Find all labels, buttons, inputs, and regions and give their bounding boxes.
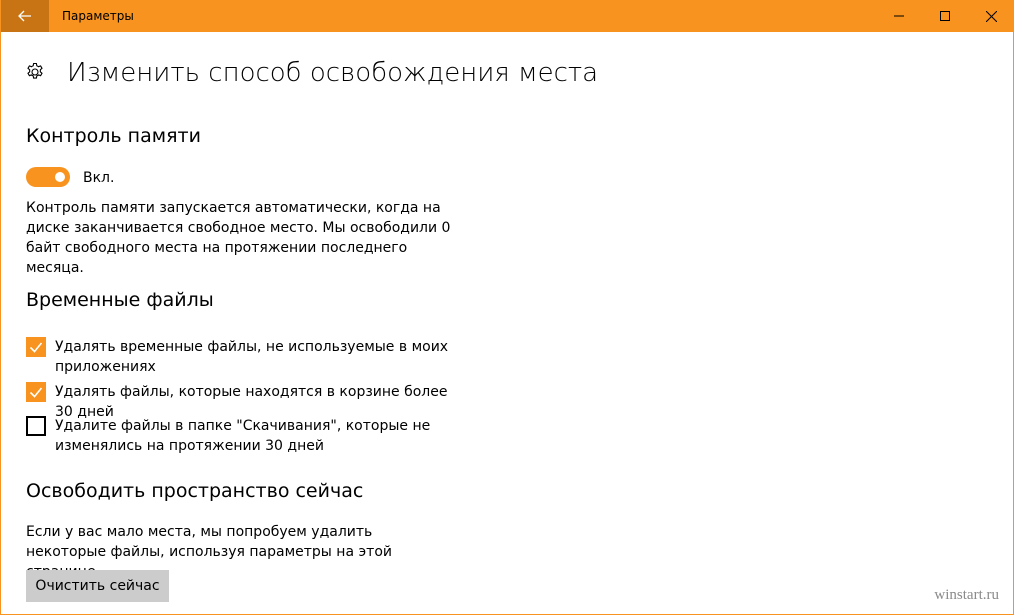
close-icon [986, 11, 997, 22]
minimize-icon [894, 11, 904, 21]
storage-sense-heading: Контроль памяти [26, 125, 201, 147]
toggle-state-label: Вкл. [83, 170, 115, 186]
back-button[interactable] [1, 0, 49, 32]
delete-recycle-bin-checkbox[interactable] [26, 382, 46, 402]
minimize-button[interactable] [876, 0, 922, 32]
maximize-icon [940, 11, 950, 21]
gear-icon [25, 62, 45, 82]
storage-sense-description: Контроль памяти запускается автоматически, когда на диске заканчивается свободное место. Мы освободили 0 байт свободного места на протяжении последнего месяца. [26, 200, 451, 276]
delete-recycle-bin-label: Удалять файлы, которые находятся в корзине более 30 дней [55, 384, 448, 420]
window-title: Параметры [62, 9, 134, 23]
page-title: Изменить способ освобождения места [67, 58, 599, 88]
maximize-button[interactable] [922, 0, 968, 32]
free-now-description: Если у вас мало места, мы попробуем удалить некоторые файлы, используя параметры на этой [26, 524, 392, 560]
delete-downloads-checkbox[interactable] [26, 416, 46, 436]
delete-temp-files-label: Удалять временные файлы, не используемые в моих приложениях [55, 339, 449, 375]
checkmark-icon [26, 337, 46, 357]
close-button[interactable] [968, 0, 1014, 32]
free-now-heading: Освободить пространство сейчас [26, 480, 364, 502]
storage-sense-toggle[interactable] [26, 167, 70, 187]
watermark: winstart.ru [934, 587, 999, 603]
checkmark-icon [26, 382, 46, 402]
toggle-knob [55, 172, 65, 182]
delete-downloads-label: Удалите файлы в папке "Скачивания", которые не изменялись на протяжении 30 дней [55, 418, 431, 454]
title-bar [1, 0, 1014, 32]
temp-files-heading: Временные файлы [26, 289, 214, 311]
clean-now-button[interactable]: Очистить сейчас [26, 570, 169, 602]
delete-temp-files-checkbox[interactable] [26, 337, 46, 357]
settings-content [1, 32, 1013, 614]
back-arrow-icon [18, 10, 32, 22]
